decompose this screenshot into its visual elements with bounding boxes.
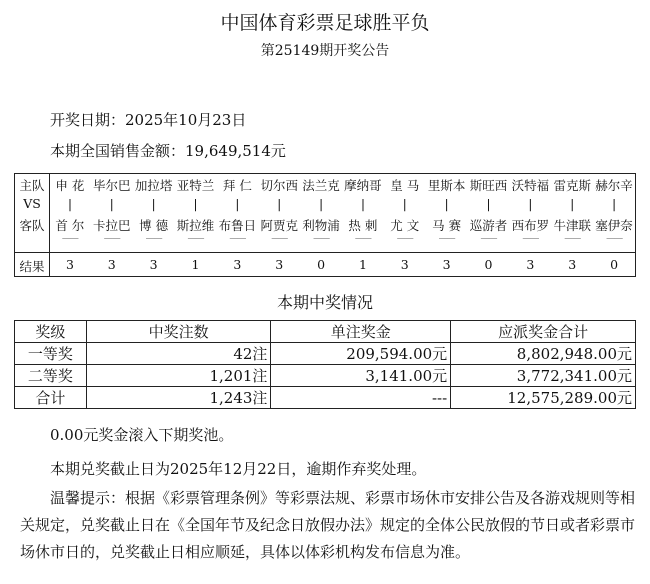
prize-count: 1,201注 [86, 365, 271, 387]
vs-mark: | [402, 196, 407, 211]
away-team: 巡游者 [469, 218, 508, 233]
match-result: 3 [526, 257, 535, 272]
match-result: 3 [568, 257, 577, 272]
prize-total: 12,575,289.00元 [451, 387, 636, 409]
table-row [15, 343, 636, 365]
match-column [91, 174, 133, 276]
home-team: 赫尔辛 [595, 178, 633, 193]
match-column [300, 174, 342, 276]
vs-mark: | [360, 196, 366, 211]
vs-mark: | [151, 196, 156, 211]
vs-mark: | [193, 196, 198, 211]
prize-single: 209,594.00元 [271, 343, 451, 365]
match-column [216, 174, 258, 276]
match-table [14, 173, 636, 277]
home-team: 皇 马 [390, 178, 420, 193]
separator-mark: —— [229, 234, 246, 244]
header-single: 单注奖金 [271, 321, 451, 343]
match-result: 3 [149, 257, 158, 272]
deadline-note: 本期兑奖截止日为2025年12月22日，逾期作弃奖处理。 [50, 460, 427, 478]
vs-mark: | [67, 196, 73, 211]
separator-mark: —— [564, 234, 581, 244]
separator-mark: —— [145, 234, 162, 244]
prize-level: 二等奖 [15, 365, 87, 387]
separator-mark: —— [271, 234, 288, 244]
away-team: 热 刺 [348, 218, 378, 233]
prize-total: 3,772,341.00元 [451, 365, 636, 387]
match-column [49, 174, 91, 276]
pool-note: 0.00元奖金滚入下期奖池。 [50, 426, 234, 444]
separator-mark: —— [396, 234, 413, 244]
away-team: 阿贾克 [260, 218, 298, 233]
vs-mark: | [109, 196, 114, 211]
home-team: 斯旺西 [469, 178, 508, 193]
match-column [342, 174, 384, 276]
table-row [15, 387, 636, 409]
prize-header-row [15, 321, 636, 343]
away-label: 客队 [19, 218, 45, 233]
match-column [593, 174, 635, 276]
vs-label: VS [23, 196, 41, 211]
match-result: 3 [107, 257, 116, 272]
away-team: 马 赛 [432, 218, 462, 233]
match-column [258, 174, 300, 276]
issue-subtitle: 第25149期开奖公告 [260, 43, 390, 59]
home-team: 加拉塔 [134, 178, 173, 193]
draw-date: 开奖日期：2025年10月23日 [50, 111, 247, 129]
separator-mark: —— [187, 234, 204, 244]
result-label: 结果 [19, 259, 45, 274]
match-result: 3 [275, 257, 284, 272]
away-team: 尤 文 [390, 218, 420, 233]
separator-mark: —— [606, 234, 623, 244]
vs-mark: | [611, 196, 617, 211]
table-row [15, 365, 636, 387]
away-team: 首 尔 [55, 218, 85, 233]
prize-level: 合计 [15, 387, 87, 409]
separator-mark: —— [354, 234, 371, 244]
home-label: 主队 [19, 178, 45, 193]
prize-table [14, 320, 636, 409]
separator-mark: —— [103, 234, 120, 244]
vs-mark: | [235, 196, 240, 211]
away-team: 布鲁日 [218, 218, 257, 233]
match-column [175, 174, 217, 276]
separator-mark: —— [438, 234, 455, 244]
away-team: 牛津联 [553, 218, 591, 233]
match-result: 3 [442, 257, 451, 272]
home-team: 毕尔巴 [93, 178, 131, 193]
prize-single: 3,141.00元 [271, 365, 451, 387]
header-total: 应派奖金合计 [451, 321, 636, 343]
match-column [133, 174, 175, 276]
vs-mark: | [318, 196, 324, 211]
separator-mark: —— [480, 234, 497, 244]
vs-mark: | [528, 196, 533, 211]
match-result: 1 [358, 257, 367, 272]
prize-count: 42注 [86, 343, 271, 365]
match-result: 0 [610, 257, 619, 272]
separator-mark: —— [61, 234, 78, 244]
match-result: 3 [400, 257, 409, 272]
away-team: 利物浦 [302, 218, 340, 233]
home-team: 法兰克 [302, 178, 340, 193]
match-column [468, 174, 510, 276]
match-result: 0 [317, 257, 326, 272]
vs-mark: | [277, 196, 282, 211]
header-count: 中奖注数 [86, 321, 271, 343]
prize-total: 8,802,948.00元 [451, 343, 636, 365]
home-team: 拜 仁 [222, 178, 252, 193]
match-column [426, 174, 468, 276]
home-team: 雷克斯 [553, 178, 591, 193]
away-team: 塞伊奈 [595, 218, 633, 233]
home-team: 摩纳哥 [344, 178, 382, 193]
away-team: 卡拉巴 [93, 218, 131, 233]
home-team: 亚特兰 [176, 178, 215, 193]
vs-mark: | [570, 196, 575, 211]
away-team: 西布罗 [511, 218, 550, 233]
reminder-paragraph: 温馨提示：根据《彩票管理条例》等彩票法规、彩票市场休市安排公告及各游戏规则等相关规定，兑奖截止日在《全国年节及纪念日放假办法》规定的全体公民放假的节日或者彩票市场休市日的，兑奖截止日相应顺延，具体以体彩机构发布信息为准。 [20, 489, 636, 561]
vs-mark: | [444, 196, 449, 211]
match-result: 0 [484, 257, 493, 272]
separator-mark: —— [522, 234, 539, 244]
page-title: 中国体育彩票足球胜平负 [220, 12, 430, 34]
match-result: 3 [233, 257, 242, 272]
away-team: 博 德 [139, 218, 169, 233]
match-column [509, 174, 551, 276]
home-team: 里斯本 [427, 178, 466, 193]
vs-mark: | [486, 196, 491, 211]
match-result: 3 [65, 257, 74, 272]
separator-mark: —— [313, 234, 330, 244]
match-result: 1 [191, 257, 200, 272]
prize-single: --- [271, 387, 451, 409]
home-team: 切尔西 [260, 178, 298, 193]
match-column [551, 174, 593, 276]
header-level: 奖级 [15, 321, 87, 343]
away-team: 斯拉维 [176, 218, 215, 233]
prize-section-title: 本期中奖情况 [276, 293, 373, 312]
home-team: 申 花 [55, 178, 85, 193]
prize-count: 1,243注 [86, 387, 271, 409]
sales-amount: 本期全国销售金额：19,649,514元 [50, 142, 286, 160]
home-team: 沃特福 [511, 178, 550, 193]
match-column [384, 174, 426, 276]
prize-level: 一等奖 [15, 343, 87, 365]
